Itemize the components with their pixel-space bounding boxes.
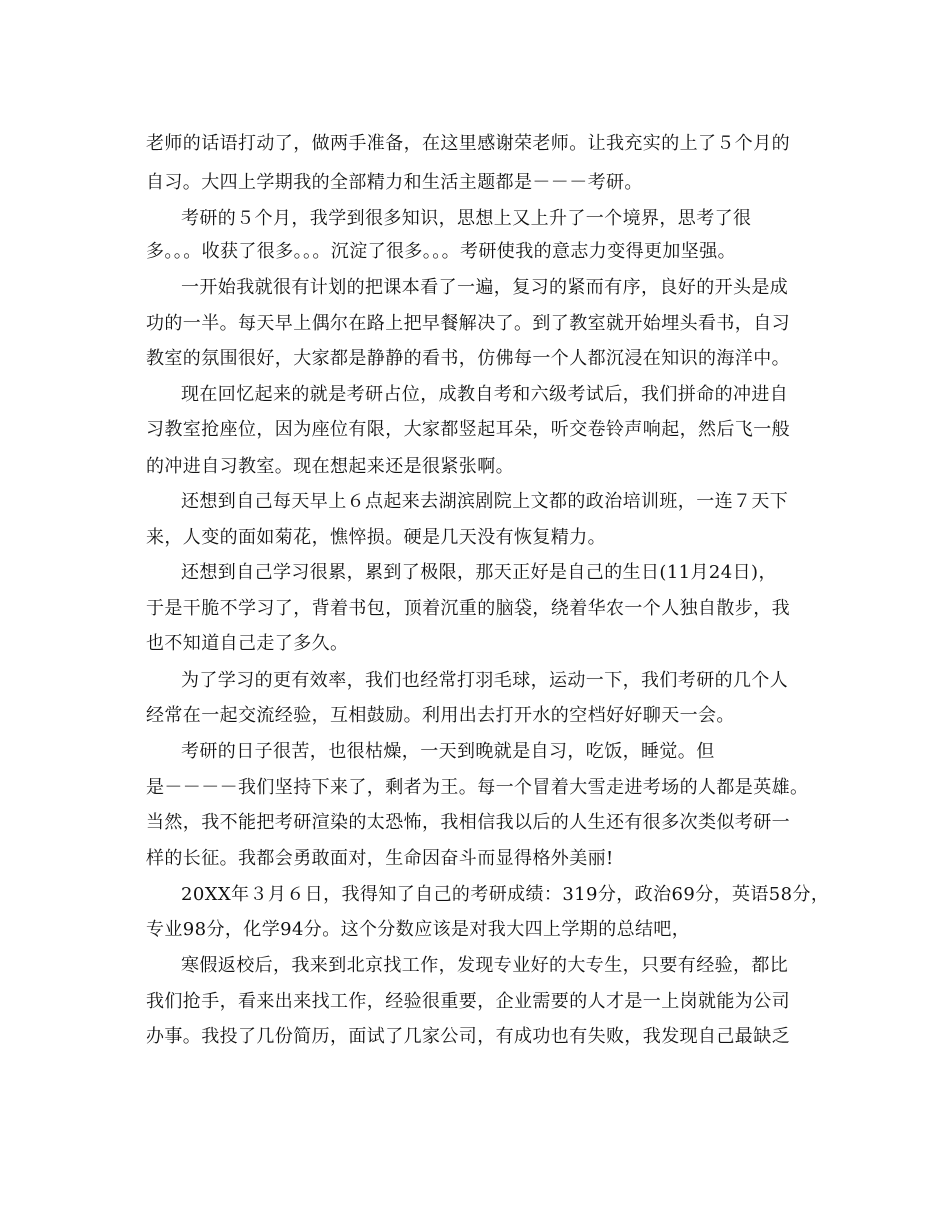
text-line: 经常在一起交流经验，互相鼓励。利用出去打开水的空档好好聊天一会。 bbox=[146, 705, 735, 726]
text-line: 来，人变的面如菊花，憔悴损。硬是几天没有恢复精力。 bbox=[146, 527, 606, 548]
text-line: 当然，我不能把考研渲染的太恐怖，我相信我以后的人生还有很多次类似考研一 bbox=[146, 812, 790, 833]
text-line: 功的一半。每天早上偶尔在路上把早餐解决了。到了教室就开始埋头看书，自习 bbox=[146, 313, 790, 334]
text-line: 专业98分，化学94分。这个分数应该是对我大四上学期的总结吧， bbox=[146, 919, 691, 940]
text-line: 20XX年３月６日，我得知了自己的考研成绩：319分，政治69分，英语58分， bbox=[181, 884, 830, 905]
text-line: 还想到自己每天早上６点起来去湖滨剧院上文都的政治培训班，一连７天下 bbox=[181, 491, 789, 512]
text-line: 教室的氛围很好，大家都是静静的看书，仿佛每一个人都沉浸在知识的海洋中。 bbox=[146, 348, 790, 369]
text-line: 老师的话语打动了，做两手准备，在这里感谢荣老师。让我充实的上了５个月的 bbox=[146, 133, 790, 154]
text-line: 现在回忆起来的就是考研占位，成教自考和六级考试后，我们拼命的冲进自 bbox=[181, 384, 789, 405]
text-line: 自习。大四上学期我的全部精力和生活主题都是－－－考研。 bbox=[146, 172, 643, 193]
text-line: 我们抢手，看来出来找工作，经验很重要，企业需要的人才是一上岗就能为公司 bbox=[146, 991, 790, 1012]
text-line: 多。。。收获了很多。。。沉淀了很多。。。考研使我的意志力变得更加坚强。 bbox=[146, 241, 736, 262]
text-line: 考研的日子很苦，也很枯燥，一天到晚就是自习，吃饭，睡觉。但 bbox=[181, 741, 715, 762]
text-line: 习教室抢座位，因为座位有限，大家都竖起耳朵，听交卷铃声响起，然后飞一般 bbox=[146, 419, 790, 440]
text-line: 为了学习的更有效率，我们也经常打羽毛球，运动一下，我们考研的几个人 bbox=[181, 670, 789, 691]
text-line: 也不知道自己走了多久。 bbox=[146, 633, 349, 654]
text-line: 是－－－－我们坚持下来了，剩者为王。每一个冒着大雪走进考场的人都是英雄。 bbox=[146, 777, 809, 798]
text-line: 一开始我就很有计划的把课本看了一遍，复习的紧而有序，良好的开头是成 bbox=[181, 277, 789, 298]
text-line: 办事。我投了几份简历，面试了几家公司，有成功也有失败，我发现自己最缺乏 bbox=[146, 1026, 790, 1047]
text-line: 寒假返校后，我来到北京找工作，发现专业好的大专生，只要有经验，都比 bbox=[181, 955, 789, 976]
text-line: 于是干脆不学习了，背着书包，顶着沉重的脑袋，绕着华农一个人独自散步，我 bbox=[146, 598, 790, 619]
text-line: 的冲进自习教室。现在想起来还是很紧张啊。 bbox=[146, 456, 514, 477]
text-line: 还想到自己学习很累，累到了极限，那天正好是自己的生日(11月24日)， bbox=[181, 562, 777, 583]
text-line: 样的长征。我都会勇敢面对，生命因奋斗而显得格外美丽! bbox=[146, 848, 614, 869]
text-line: 考研的５个月，我学到很多知识，思想上又上升了一个境界，思考了很 bbox=[181, 208, 752, 229]
